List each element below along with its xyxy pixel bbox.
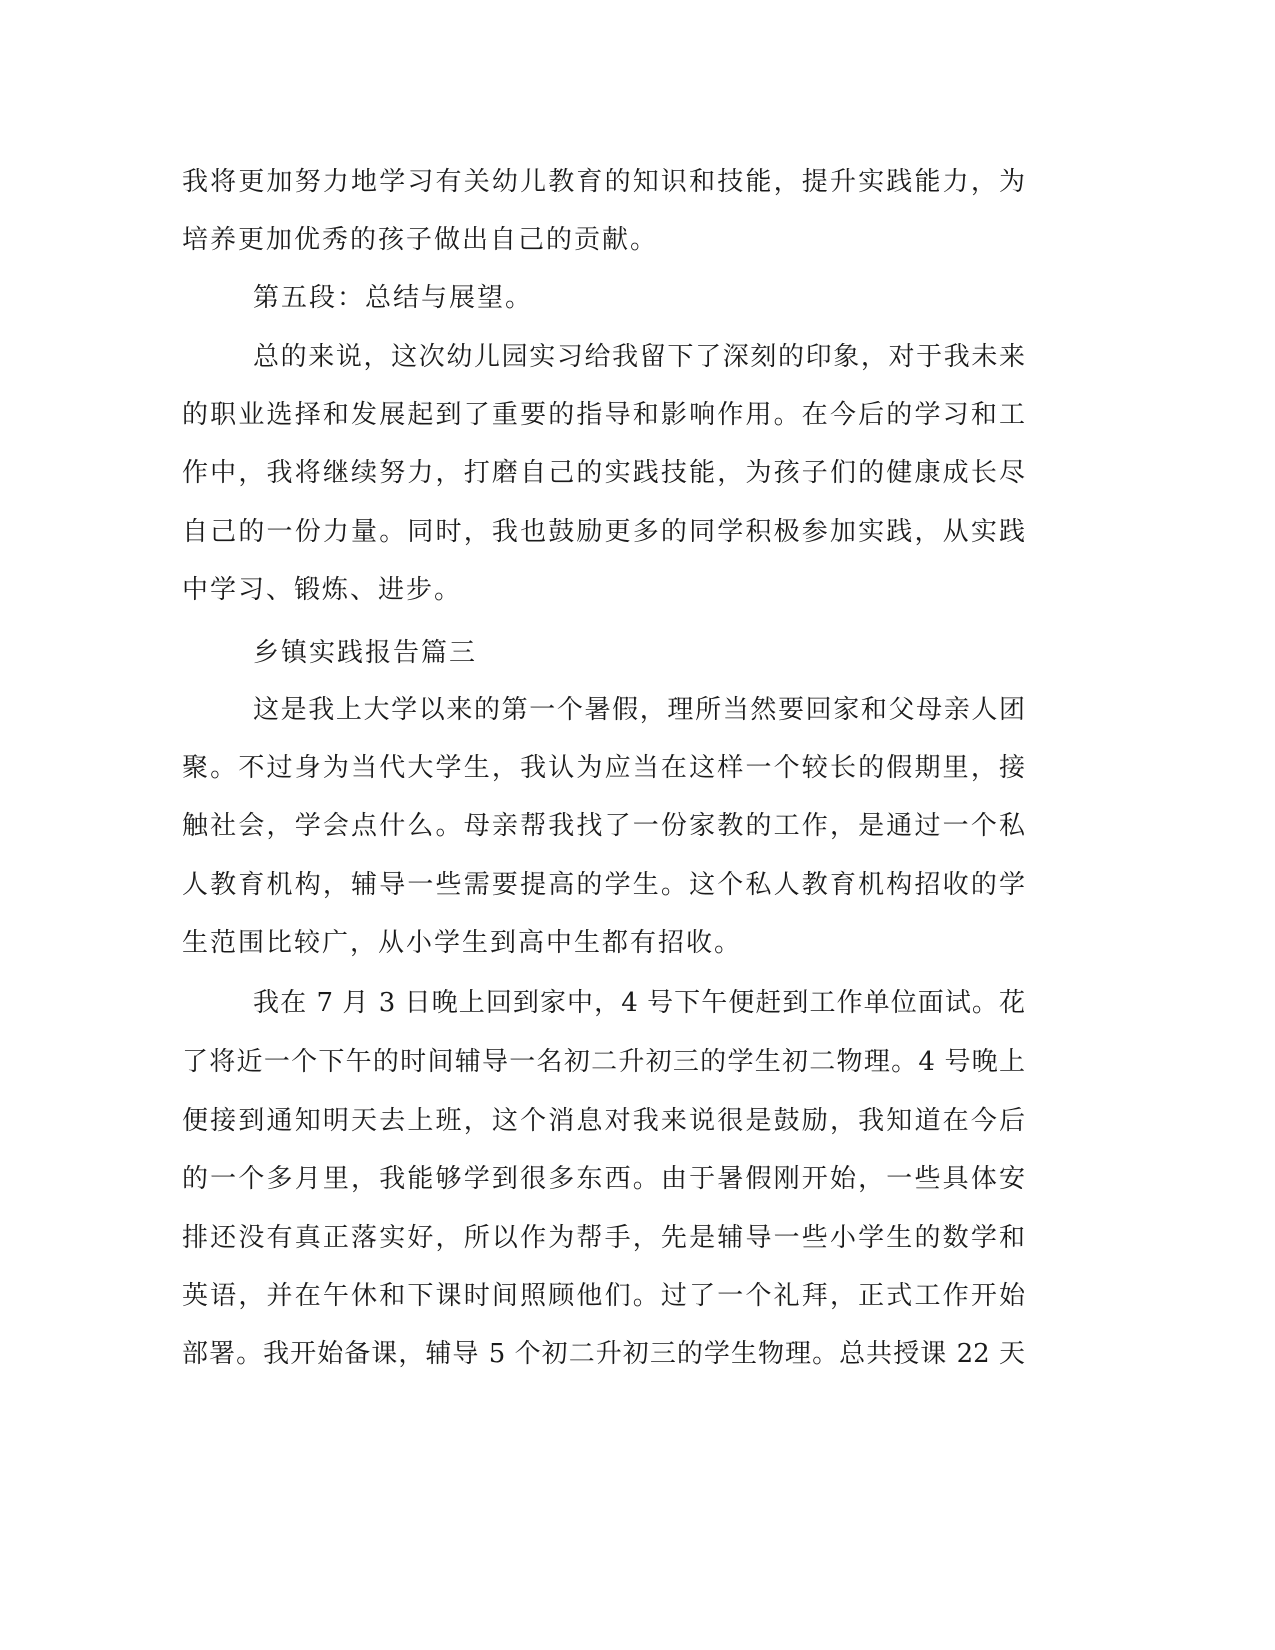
paragraph-line: 这是我上大学以来的第一个暑假，理所当然要回家和父母亲人团 xyxy=(253,695,1025,725)
paragraph-line: 中学习、锻炼、进步。 xyxy=(182,575,463,605)
paragraph-line: 排还没有真正落实好，所以作为帮手，先是辅导一些小学生的数学和 xyxy=(182,1223,1025,1253)
paragraph-line: 生范围比较广，从小学生到高中生都有招收。 xyxy=(182,928,743,958)
paragraph-line: 我将更加努力地学习有关幼儿教育的知识和技能，提升实践能力，为 xyxy=(182,167,1025,197)
section-heading: 乡镇实践报告篇三 xyxy=(253,638,478,668)
paragraph-line: 的职业选择和发展起到了重要的指导和影响作用。在今后的学习和工 xyxy=(182,400,1025,430)
paragraph-line: 人教育机构，辅导一些需要提高的学生。这个私人教育机构招收的学 xyxy=(182,870,1025,900)
paragraph-line: 了将近一个下午的时间辅导一名初二升初三的学生初二物理。4 号晚上 xyxy=(182,1047,1025,1077)
paragraph-line: 作中，我将继续努力，打磨自己的实践技能，为孩子们的健康成长尽 xyxy=(182,458,1025,488)
paragraph-line: 触社会，学会点什么。母亲帮我找了一份家教的工作，是通过一个私 xyxy=(182,811,1025,841)
section-heading: 第五段：总结与展望。 xyxy=(253,283,534,313)
paragraph-line: 聚。不过身为当代大学生，我认为应当在这样一个较长的假期里，接 xyxy=(182,753,1025,783)
paragraph-line: 的一个多月里，我能够学到很多东西。由于暑假刚开始，一些具体安 xyxy=(182,1164,1025,1194)
paragraph-line: 英语，并在午休和下课时间照顾他们。过了一个礼拜，正式工作开始 xyxy=(182,1281,1025,1311)
paragraph-line: 总的来说，这次幼儿园实习给我留下了深刻的印象，对于我未来 xyxy=(253,342,1025,372)
paragraph-line: 自己的一份力量。同时，我也鼓励更多的同学积极参加实践，从实践 xyxy=(182,517,1025,547)
paragraph-line: 我在 7 月 3 日晚上回到家中，4 号下午便赶到工作单位面试。花 xyxy=(253,988,1025,1018)
paragraph-line: 部署。我开始备课，辅导 5 个初二升初三的学生物理。总共授课 22 天 xyxy=(182,1339,1025,1369)
paragraph-line: 培养更加优秀的孩子做出自己的贡献。 xyxy=(182,225,659,255)
paragraph-line: 便接到通知明天去上班，这个消息对我来说很是鼓励，我知道在今后 xyxy=(182,1106,1025,1136)
